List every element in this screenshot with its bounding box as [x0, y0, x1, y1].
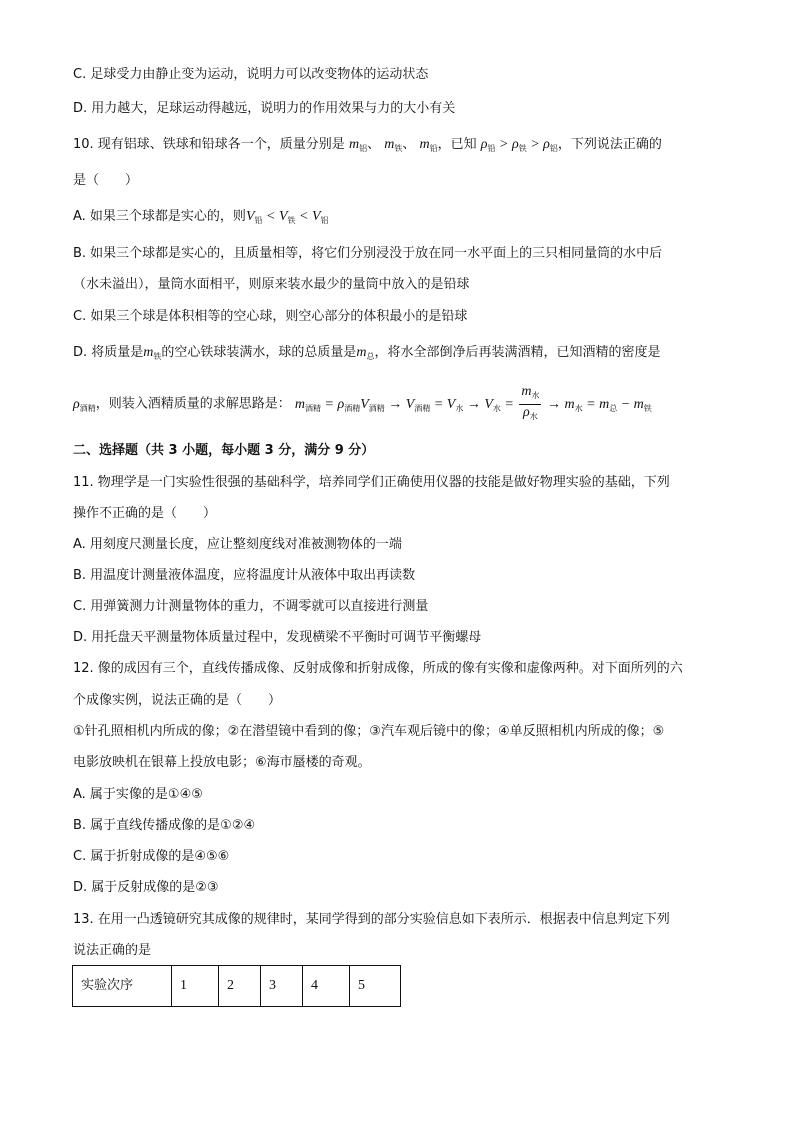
table-cell: 1: [172, 966, 219, 1007]
q11-stem-line2: 操作不正确的是（ ）: [73, 506, 217, 521]
mass-fe: $m_铁$: [384, 137, 403, 153]
q10-stem-line1: 10. 现有铝球、铁球和铅球各一个，质量分别是 $m_铝$、 $m_铁$、 $m_铅$，已知 $\rho_铅 > \rho_铁 > \rho_铝$，下列说法正确的: [73, 137, 662, 153]
density-alcohol: $\rho_{酒精}$: [73, 396, 96, 413]
q10-option-a: A. 如果三个球都是实心的，则$V_铅 < V_铁 < V_铝$: [73, 209, 329, 225]
q11-option-d: D. 用托盘天平测量物体质量过程中，发现横梁不平衡时可调节平衡螺母: [73, 630, 482, 645]
q12-stem-line2: 个成像实例，说法正确的是（ ）: [73, 693, 282, 708]
q13-stem-line1: 13. 在用一凸透镜研究其成像的规律时，某同学得到的部分实验信息如下表所示．根据表中信息判定下列: [73, 912, 670, 927]
q12-list-line1: ①针孔照相机内所成的像；②在潜望镜中看到的像；③汽车观后镜中的像；④单反照相机内所成的像；⑤: [73, 724, 665, 739]
mass-al: $m_铝$: [348, 137, 368, 153]
density-relation: $\rho_铅 > \rho_铁 > \rho_铝$: [480, 137, 558, 153]
q13-stem-line2: 说法正确的是: [73, 943, 152, 958]
q11-option-b: B. 用温度计测量液体温度，应将温度计从液体中取出再读数: [73, 568, 416, 583]
table-header-cell: 实验次序: [73, 966, 172, 1007]
q12-option-b: B. 属于直线传播成像的是①②④: [73, 818, 256, 833]
q9-option-d: D. 用力越大，足球运动得越远，说明力的作用效果与力的大小有关: [73, 101, 456, 116]
q10-option-b-line1: B. 如果三个球都是实心的，且质量相等，将它们分别浸没于放在同一水平面上的三只相同量筒的水中后: [73, 246, 663, 261]
table-cell: 3: [261, 966, 303, 1007]
q11-option-c: C. 用弹簧测力计测量物体的重力，不调零就可以直接进行测量: [73, 599, 429, 614]
table-cell: 2: [219, 966, 261, 1007]
q10-option-d-line1: D. 将质量是$m_铁$的空心铁球装满水，球的总质量是$m_总$，将水全部倒净后再装满酒精，已知酒精的密度是: [73, 345, 661, 361]
q12-stem-line1: 12. 像的成因有三个，直线传播成像、反射成像和折射成像，所成的像有实像和虚像两种。对下面所列的六: [73, 661, 683, 676]
volume-relation: $V_铅 < V_铁 < V_铝$: [245, 209, 329, 225]
q10-option-b-line2: （水未溢出），量筒水面相平，则原来装水最少的量筒中放入的是铅球: [73, 277, 470, 292]
mass-pb: $m_铅$: [419, 137, 438, 153]
q10-option-c: C. 如果三个球是体积相等的空心球，则空心部分的体积最小的是铅球: [73, 309, 468, 324]
q9-option-c: C. 足球受力由静止变为运动，说明力可以改变物体的运动状态: [73, 67, 429, 82]
q10-stem-line2: 是（ ）: [73, 173, 139, 188]
q12-list-line2: 电影放映机在银幕上投放电影；⑥海市蜃楼的奇观。: [73, 755, 371, 770]
q11-stem-line1: 11. 物理学是一门实验性很强的基础科学，培养同学们正确使用仪器的技能是做好物理实验的基础，下列: [73, 475, 670, 490]
q10-option-d-line2: $\rho_{酒精}$，则装入酒精质量的求解思路是： $m_{酒精} = \rho_{酒精}V_{酒精} \to V_{酒精} = V_水 \to V_水$ = $\frac{m_水}{\rho_水}$ → $m_水 = m_总 - m_铁$: [73, 384, 652, 425]
fraction: $\frac{m_水}{\rho_水}$: [521, 384, 540, 421]
table-cell: 5: [350, 966, 401, 1007]
table-cell: 4: [303, 966, 350, 1007]
q11-option-a: A. 用刻度尺测量长度，应让整刻度线对准被测物体的一端: [73, 537, 402, 552]
experiment-table: [72, 965, 401, 1007]
q12-option-c: C. 属于折射成像的是④⑤⑥: [73, 849, 230, 864]
solution-path: $m_{酒精} = \rho_{酒精}V_{酒精} \to V_{酒精} = V_水 \to V_水$ = $\frac{m_水}{\rho_水}$ → $m_水 = m_总 - m_铁$: [295, 397, 652, 412]
q12-option-d: D. 属于反射成像的是②③: [73, 880, 219, 895]
section-heading: 二、选择题（共 3 小题，每小题 3 分，满分 9 分）: [73, 443, 375, 458]
table-row: [73, 966, 401, 1007]
q12-option-a: A. 属于实像的是①④⑤: [73, 787, 203, 802]
